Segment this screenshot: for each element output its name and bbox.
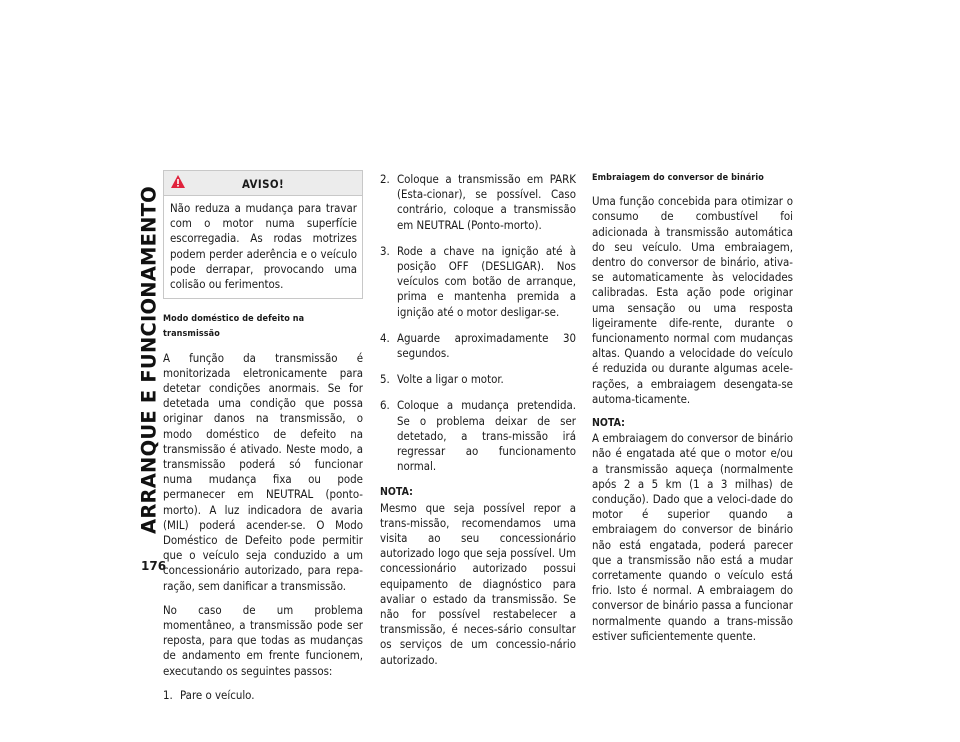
list-item bbox=[380, 172, 576, 233]
section-side-title bbox=[137, 170, 161, 550]
list-item bbox=[380, 372, 576, 387]
step-text: Rode a chave na ignição até à posição OFF (DESLIGAR). Nos veículos com botão de arranque, prima e mantenha premida a ignição até o motor desligar-se. bbox=[397, 243, 576, 319]
section-title-text: ARRANQUE E FUNCIONAMENTO bbox=[137, 186, 161, 534]
warning-header bbox=[164, 171, 362, 196]
step-number: 3. bbox=[380, 243, 390, 258]
paragraph: Uma função concebida para otimizar o consumo de combustível foi adicionada à transmissão automática do seu veículo. Uma embraiagem, dentro do conversor de binário, ativa-se automaticamente às velocidades calibradas. Esta ação pode originar uma sensação ou uma resposta ligeiramente dife-rente, durante o funcionamento normal com mudanças altas. Quando a velocidade do veículo é reduzida ou durante algumas acele-rações, a embraiagem desengata-se automa-ticamente. bbox=[592, 194, 793, 406]
list-item bbox=[380, 244, 576, 320]
warning-body bbox=[164, 196, 362, 298]
column-2 bbox=[380, 172, 576, 668]
step-number: 6. bbox=[380, 398, 390, 413]
step-number: 5. bbox=[380, 372, 390, 387]
section-heading: Modo doméstico de defeito na transmissão bbox=[163, 314, 305, 340]
paragraph: No caso de um problema momentâneo, a transmissão pode ser reposta, para que todas as mudanças de andamento em frente funcionem, executando os seguintes passos: bbox=[163, 602, 363, 678]
step-text: Aguarde aproximadamente 30 segundos. bbox=[397, 330, 576, 361]
steps-list bbox=[380, 172, 576, 474]
steps-list bbox=[163, 688, 363, 703]
step-text: Pare o veículo. bbox=[180, 687, 255, 702]
list-item bbox=[380, 398, 576, 474]
step-text: Coloque a transmissão em PARK (Esta-cionar), se possível. Caso contrário, coloque a transmissão em NEUTRAL (Ponto-morto). bbox=[397, 172, 576, 232]
warning-title: AVISO! bbox=[241, 177, 285, 191]
column-1 bbox=[163, 170, 363, 714]
note-label: NOTA: bbox=[592, 417, 625, 430]
note-text: Mesmo que seja possível repor a trans-missão, recomendamos uma visita ao seu concessionário autorizado logo que seja possível. Um concessionário autorizado possui equipamento de diagnóstico para avaliar o estado da transmissão. Se não for possível restabelecer a transmissão, é neces-sário consultar os serviços de um concessio-nário autorizado. bbox=[380, 500, 576, 667]
step-number: 1. bbox=[163, 687, 173, 702]
note-label: NOTA: bbox=[380, 486, 413, 499]
list-item bbox=[380, 331, 576, 361]
paragraph: A função da transmissão é monitorizada eletronicamente para detetar condições anormais. Se for detetada uma condição que possa originar danos na transmissão, o modo doméstico de defeito na transmissão é ativado. Neste modo, a transmissão poderá só funcionar numa mudança fixa ou pode permanecer em NEUTRAL (ponto-morto). A luz indicadora de avaria (MIL) poderá acender-se. O Modo Doméstico de Defeito pode permitir que o veículo seja conduzido a um concessionário autorizado, para repa-ração, sem danificar a transmissão. bbox=[163, 350, 363, 593]
step-number: 4. bbox=[380, 330, 390, 345]
step-number: 2. bbox=[380, 172, 390, 186]
column-3 bbox=[592, 171, 793, 644]
warning-text: Não reduza a mudança para travar com o motor numa superfície escorregadia. As rodas motrizes podem perder aderência e o veículo pode derrapar, provocando uma colisão ou ferimentos. bbox=[170, 201, 357, 292]
note-text: A embraiagem do conversor de binário não é engatada até que o motor e/ou a transmissão aqueça (normalmente após 2 a 5 km (1 a 3 milhas) de condução). Dado que a veloci-dade do motor é superior quando a embraiagem do conversor de binário não está engatada, poderá parecer que a transmissão não está a mudar corretamente quando o veículo está frio. Isto é normal. A embraiagem do conversor de binário passa a funcionar normalmente quando a trans-missão estiver suficientemente quente. bbox=[592, 431, 793, 643]
list-item bbox=[163, 688, 363, 703]
warning-box bbox=[163, 170, 363, 299]
section-heading: Embraiagem do conversor de binário bbox=[592, 173, 764, 183]
step-text: Volte a ligar o motor. bbox=[397, 372, 504, 387]
page-number: 176 bbox=[141, 559, 167, 573]
step-text: Coloque a mudança pretendida. Se o problema deixar de ser detetado, a trans-missão irá regressar ao funcionamento normal. bbox=[397, 398, 576, 474]
